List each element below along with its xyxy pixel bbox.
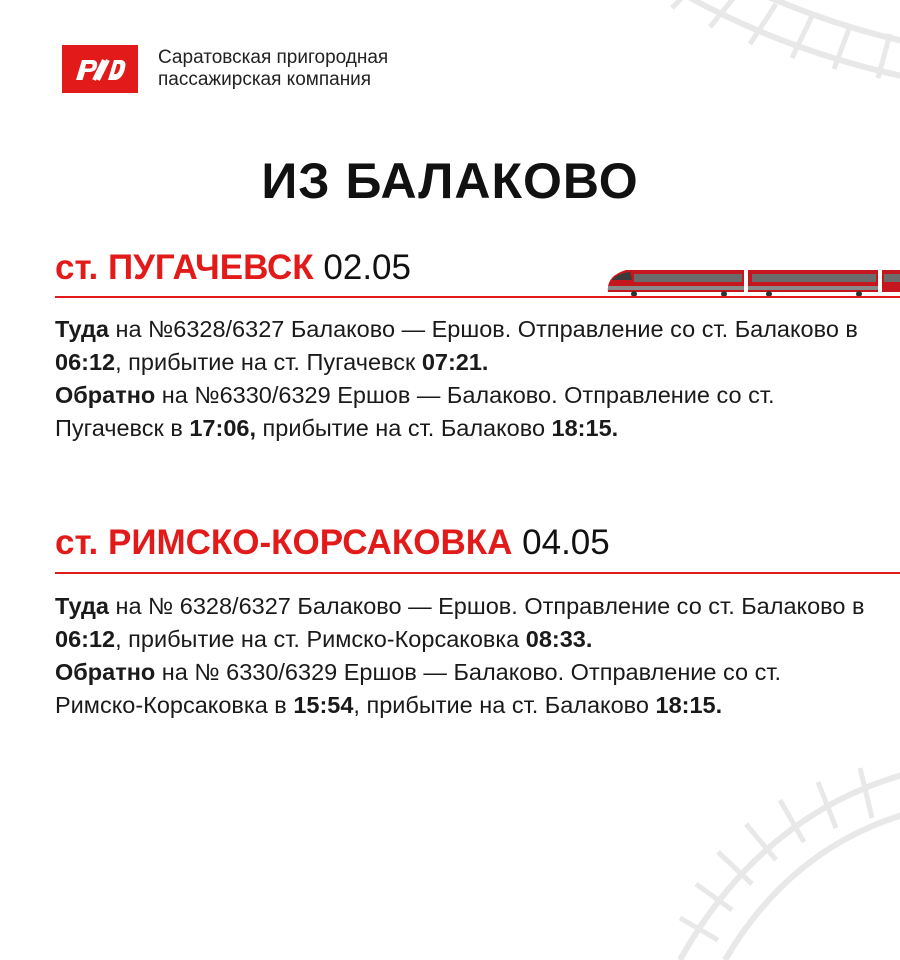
- trip-text: на № 6330/6329 Ершов — Балаково. Отправление со ст. Римско-Корсаковка в: [55, 659, 782, 718]
- rzd-logo-icon: [62, 45, 138, 93]
- company-name-line2: пассажирская компания: [158, 69, 372, 90]
- station-name: ст. РИМСКО-КОРСАКОВКА: [55, 523, 513, 562]
- section-heading-rimsko-korsakovka: [55, 523, 610, 563]
- direction-there-label: Туда: [55, 593, 109, 619]
- railway-track-icon: [560, 700, 900, 960]
- trip-text: на №6330/6329 Ершов — Балаково. Отправление со ст. Пугачевск в: [55, 382, 775, 441]
- arrival-time: 08:33.: [525, 626, 593, 652]
- trip-date: 02.05: [323, 248, 411, 287]
- arrival-time: 18:15.: [655, 692, 723, 718]
- trip-text: , прибытие на ст. Пугачевск: [115, 349, 422, 375]
- company-name: [158, 47, 388, 91]
- departure-time: 06:12: [55, 349, 116, 375]
- station-name: ст. ПУГАЧЕВСК: [55, 248, 314, 287]
- section-divider: [55, 572, 900, 574]
- trip-text: на №6328/6327 Балаково — Ершов. Отправление со ст. Балаково в: [108, 316, 858, 342]
- page-title: ИЗ БАЛАКОВО: [261, 153, 639, 209]
- arrival-time: 18:15.: [551, 415, 619, 441]
- trip-text: прибытие на ст. Балаково: [256, 415, 552, 441]
- departure-time: 06:12: [55, 626, 116, 652]
- trip-date: 04.05: [522, 523, 610, 562]
- trip-description-rimsko-korsakovka: [55, 590, 875, 722]
- direction-back-label: Обратно: [55, 659, 156, 685]
- section-heading-pugachevsk: [55, 248, 411, 288]
- trip-description-pugachevsk: [55, 313, 875, 445]
- section-divider: [55, 296, 900, 298]
- direction-back-label: Обратно: [55, 382, 156, 408]
- direction-there-label: Туда: [55, 316, 109, 342]
- trip-text: , прибытие на ст. Балаково: [353, 692, 656, 718]
- trip-text: , прибытие на ст. Римско-Корсаковка: [115, 626, 526, 652]
- departure-time: 17:06,: [189, 415, 256, 441]
- company-header: [62, 45, 388, 93]
- company-name-line1: Саратовская пригородная: [158, 47, 389, 68]
- trip-text: на № 6328/6327 Балаково — Ершов. Отправление со ст. Балаково в: [108, 593, 865, 619]
- arrival-time: 07:21.: [421, 349, 489, 375]
- train-icon: [604, 262, 900, 298]
- departure-time: 15:54: [293, 692, 354, 718]
